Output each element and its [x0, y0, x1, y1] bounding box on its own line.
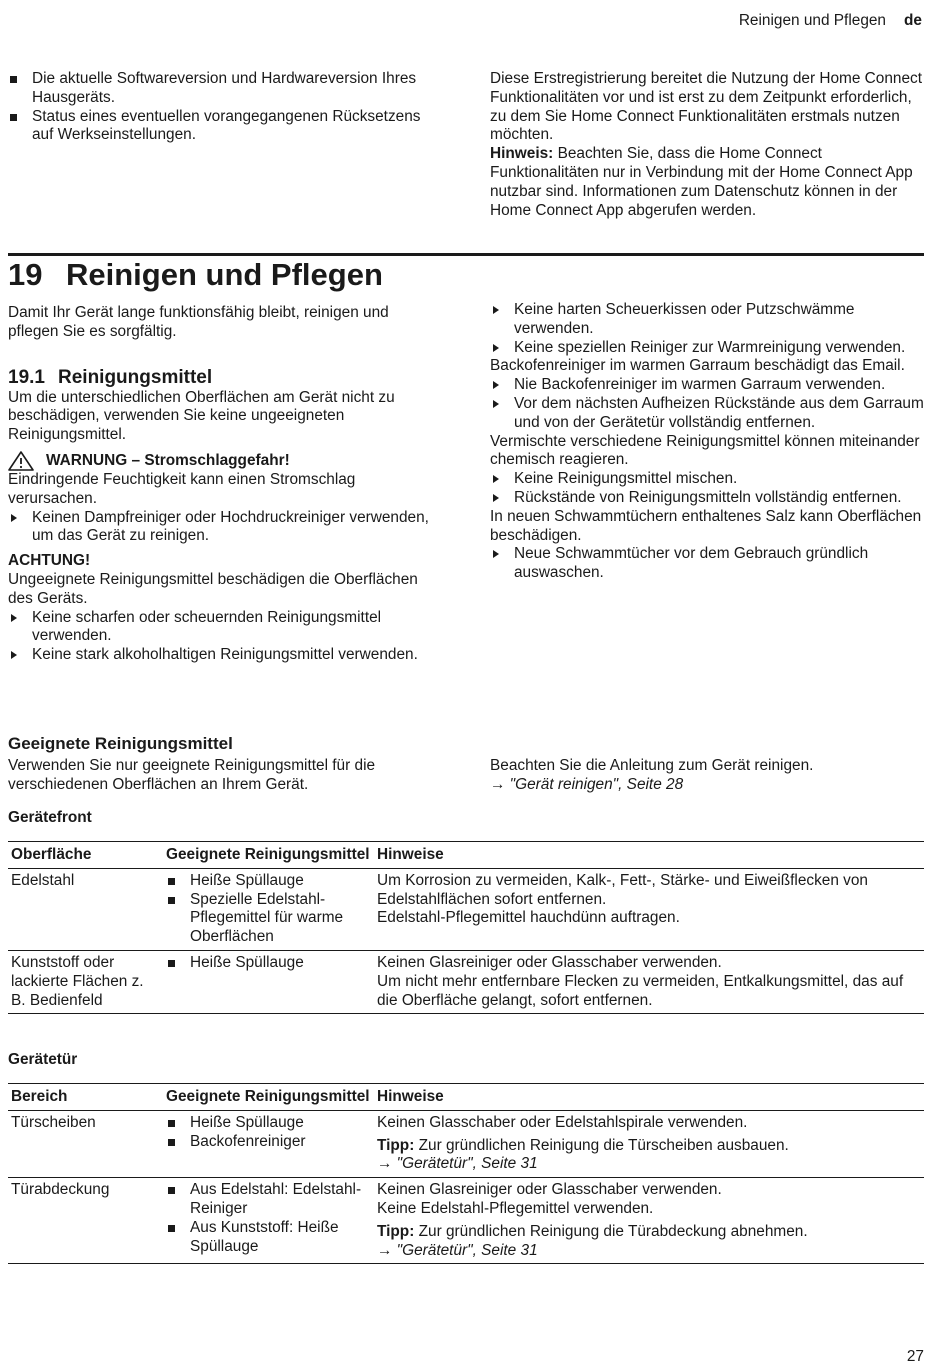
running-header-title: Reinigen und Pflegen: [738, 12, 886, 29]
list-item: Status eines eventuellen vorangegangenen Rücksetzens auf Werkseinstellungen.: [8, 108, 440, 146]
list-item: Rückstände von Reinigungsmitteln vollständig entfernen.: [490, 489, 924, 508]
list-item: Keine Reinigungsmittel mischen.: [490, 470, 924, 489]
section-intro-text: Um die unterschiedlichen Oberflächen am Gerät nicht zu beschädigen, verwenden Sie keine ungeeigneten Reinigungsmittel.: [8, 388, 395, 444]
table-cell-surface: Türscheiben: [11, 1113, 96, 1131]
left-column: [8, 304, 440, 665]
page-number: 27: [906, 1348, 924, 1365]
warning-heading: [8, 451, 440, 471]
warning-text: Eindringende Feuchtigkeit kann einen Stromschlag verursachen.: [8, 470, 356, 507]
table-cell-surface: Kunststoff oder lackierte Flächen z. B. Bedienfeld: [11, 953, 144, 1009]
mixing-paragraph: Vermischte verschiedene Reinigungsmittel können miteinander chemisch reagieren.: [490, 432, 920, 469]
door-cleaning-table: [8, 1083, 924, 1264]
table-header-row: [8, 1084, 924, 1111]
note-line: Keinen Glasreiniger oder Glasschaber verwenden.: [377, 953, 722, 971]
column-header: Bereich: [8, 1084, 163, 1111]
list-item: Spezielle Edelstahl-Pflegemittel für warme Oberflächen: [166, 891, 371, 947]
list-item: Keine harten Scheuerkissen oder Putzschwämme verwenden.: [490, 301, 924, 339]
language-tag: de: [904, 12, 922, 29]
achtung-action-list: [8, 609, 440, 665]
table-cell-surface: Edelstahl: [11, 871, 75, 889]
note-line: Keinen Glasreiniger oder Glasschaber verwenden.: [377, 1181, 722, 1199]
list-item: Die aktuelle Softwareversion und Hardwareversion Ihres Hausgeräts.: [8, 70, 440, 108]
oven-cleaner-paragraph: Backofenreiniger im warmen Garraum beschädigt das Email.: [490, 357, 905, 375]
sponge-paragraph: In neuen Schwammtüchern enthaltenes Salz kann Oberflächen beschädigen.: [490, 507, 922, 544]
hinweis-text: Beachten Sie, dass die Home Connect Funktionalitäten nur in Verbindung mit der Home Connect App nutzbar sind. Informationen zum Datenschutz können in der Home Connect App abgerufen werden.: [490, 145, 913, 219]
list-item: Keine speziellen Reiniger zur Warmreinigung verwenden.: [490, 339, 924, 358]
table-cell-agents: [163, 868, 374, 950]
cross-reference-text[interactable]: "Gerätetür", Seite 31: [396, 1241, 538, 1259]
hinweis-paragraph: [490, 145, 924, 220]
list-item: Heiße Spüllauge: [166, 954, 371, 973]
list-item: Heiße Spüllauge: [166, 872, 371, 891]
table-cell-surface: Türabdeckung: [11, 1181, 110, 1199]
table-header-row: [8, 842, 924, 869]
list-item: Heiße Spüllauge: [166, 1114, 371, 1133]
column-header: Geeignete Reinigungsmittel: [163, 842, 374, 869]
table-cell-notes: [374, 1178, 924, 1264]
tipp-text: Zur gründlichen Reinigung die Türscheiben ausbauen.: [414, 1136, 789, 1154]
chapter-number: 19: [8, 257, 43, 292]
chapter-heading: [8, 256, 383, 294]
section-heading: [8, 366, 440, 389]
list-item: Vor dem nächsten Aufheizen Rückstände aus dem Garraum und von der Gerätetür vollständig entfernen.: [490, 395, 924, 433]
suitable-agents-note: [490, 757, 924, 795]
front-cleaning-table: [8, 841, 924, 1014]
cross-reference-text[interactable]: "Gerät reinigen", Seite 28: [509, 775, 684, 793]
cross-reference-link[interactable]: → "Gerätetür", Seite 31: [377, 1155, 538, 1173]
table-cell-agents: [163, 1178, 374, 1264]
table-cell-notes: [374, 1110, 924, 1177]
table-row: [8, 950, 924, 1013]
cross-reference-text[interactable]: "Gerätetür", Seite 31: [396, 1155, 538, 1173]
note-line: Keine Edelstahl-Pflegemittel verwenden.: [377, 1199, 654, 1217]
section-number: 19.1: [8, 366, 45, 388]
chapter-intro: Damit Ihr Gerät lange funktionsfähig bleibt, reinigen und pflegen Sie es sorgfältig.: [8, 304, 389, 340]
note-line: Keinen Glasschaber oder Edelstahlspirale verwenden.: [377, 1113, 748, 1131]
list-item: Backofenreiniger: [166, 1133, 371, 1152]
column-header: Hinweise: [374, 842, 924, 869]
suitable-agents-heading: Geeignete Reinigungsmittel: [8, 734, 233, 753]
warning-title: WARNUNG – Stromschlaggefahr!: [46, 451, 290, 469]
column-header: Hinweise: [374, 1084, 924, 1111]
table-cell-notes: [374, 950, 924, 1013]
chapter-title: Reinigen und Pflegen: [66, 257, 383, 292]
tipp-label: Tipp:: [377, 1222, 415, 1240]
registration-paragraph: Diese Erstregistrierung bereitet die Nutzung der Home Connect Funktionalitäten vor und ist erst zu dem Zeitpunkt erforderlich, zu dem Sie Home Connect Funktionalitäten erstmals nutzen möchten.: [490, 70, 923, 144]
table-row: [8, 868, 924, 950]
section-title: Reinigungsmittel: [58, 366, 213, 388]
table-cell-agents: [163, 1110, 374, 1177]
note-line: Um Korrosion zu vermeiden, Kalk-, Fett-, Stärke- und Eiweißflecken von Edelstahlflächen sofort entfernen.: [377, 871, 868, 908]
hinweis-label: Hinweis:: [490, 145, 554, 163]
tipp-text: Zur gründlichen Reinigung die Türabdeckung abnehmen.: [414, 1222, 808, 1240]
tipp-line: [377, 1137, 921, 1156]
action-list: [490, 470, 924, 508]
table-row: [8, 1110, 924, 1177]
column-header: Geeignete Reinigungsmittel: [163, 1084, 374, 1111]
suitable-agents-text: Verwenden Sie nur geeignete Reinigungsmittel für die verschiedenen Oberflächen an Ihrem Gerät.: [8, 757, 376, 793]
list-item: Nie Backofenreiniger im warmen Garraum verwenden.: [490, 376, 924, 395]
warning-action-list: [8, 509, 440, 547]
column-header: Oberfläche: [8, 842, 163, 869]
action-list: [490, 376, 924, 432]
tipp-label: Tipp:: [377, 1136, 415, 1154]
cross-reference-link[interactable]: → "Gerät reinigen", Seite 28: [490, 775, 684, 793]
table-row: [8, 1178, 924, 1264]
note-line: Um nicht mehr entfernbare Flecken zu vermeiden, Entkalkungsmittel, das auf die Oberfläche gelangt, sofort entfernen.: [377, 972, 904, 1009]
list-item: Aus Edelstahl: Edelstahl-Reiniger: [166, 1181, 371, 1219]
table-cell-agents: [163, 950, 374, 1013]
action-list: [490, 545, 924, 583]
note-line: Edelstahl-Pflegemittel hauchdünn auftragen.: [377, 909, 680, 927]
cross-reference-link[interactable]: → "Gerätetür", Seite 31: [377, 1241, 538, 1259]
list-item: Keinen Dampfreiniger oder Hochdruckreiniger verwenden, um das Gerät zu reinigen.: [8, 509, 440, 547]
achtung-text: Ungeeignete Reinigungsmittel beschädigen die Oberflächen des Geräts.: [8, 570, 418, 607]
achtung-title: ACHTUNG!: [8, 552, 91, 570]
list-item: Keine stark alkoholhaltigen Reinigungsmittel verwenden.: [8, 646, 440, 665]
list-item: Neue Schwammtücher vor dem Gebrauch gründlich auswaschen.: [490, 545, 924, 583]
table-cell-notes: [374, 868, 924, 950]
intro-bullet-list: [8, 70, 440, 145]
list-item: Aus Kunststoff: Heiße Spüllauge: [166, 1219, 371, 1257]
warning-triangle-icon: [8, 451, 36, 471]
right-column: [490, 301, 924, 583]
table-title-door: Gerätetür: [8, 1051, 78, 1068]
list-item: Keine scharfen oder scheuernden Reinigungsmittel verwenden.: [8, 609, 440, 647]
intro-right-column: [490, 70, 924, 220]
table-title-front: Gerätefront: [8, 809, 92, 826]
note-text: Beachten Sie die Anleitung zum Gerät reinigen.: [490, 757, 814, 774]
tipp-line: [377, 1223, 921, 1242]
action-list: [490, 301, 924, 357]
